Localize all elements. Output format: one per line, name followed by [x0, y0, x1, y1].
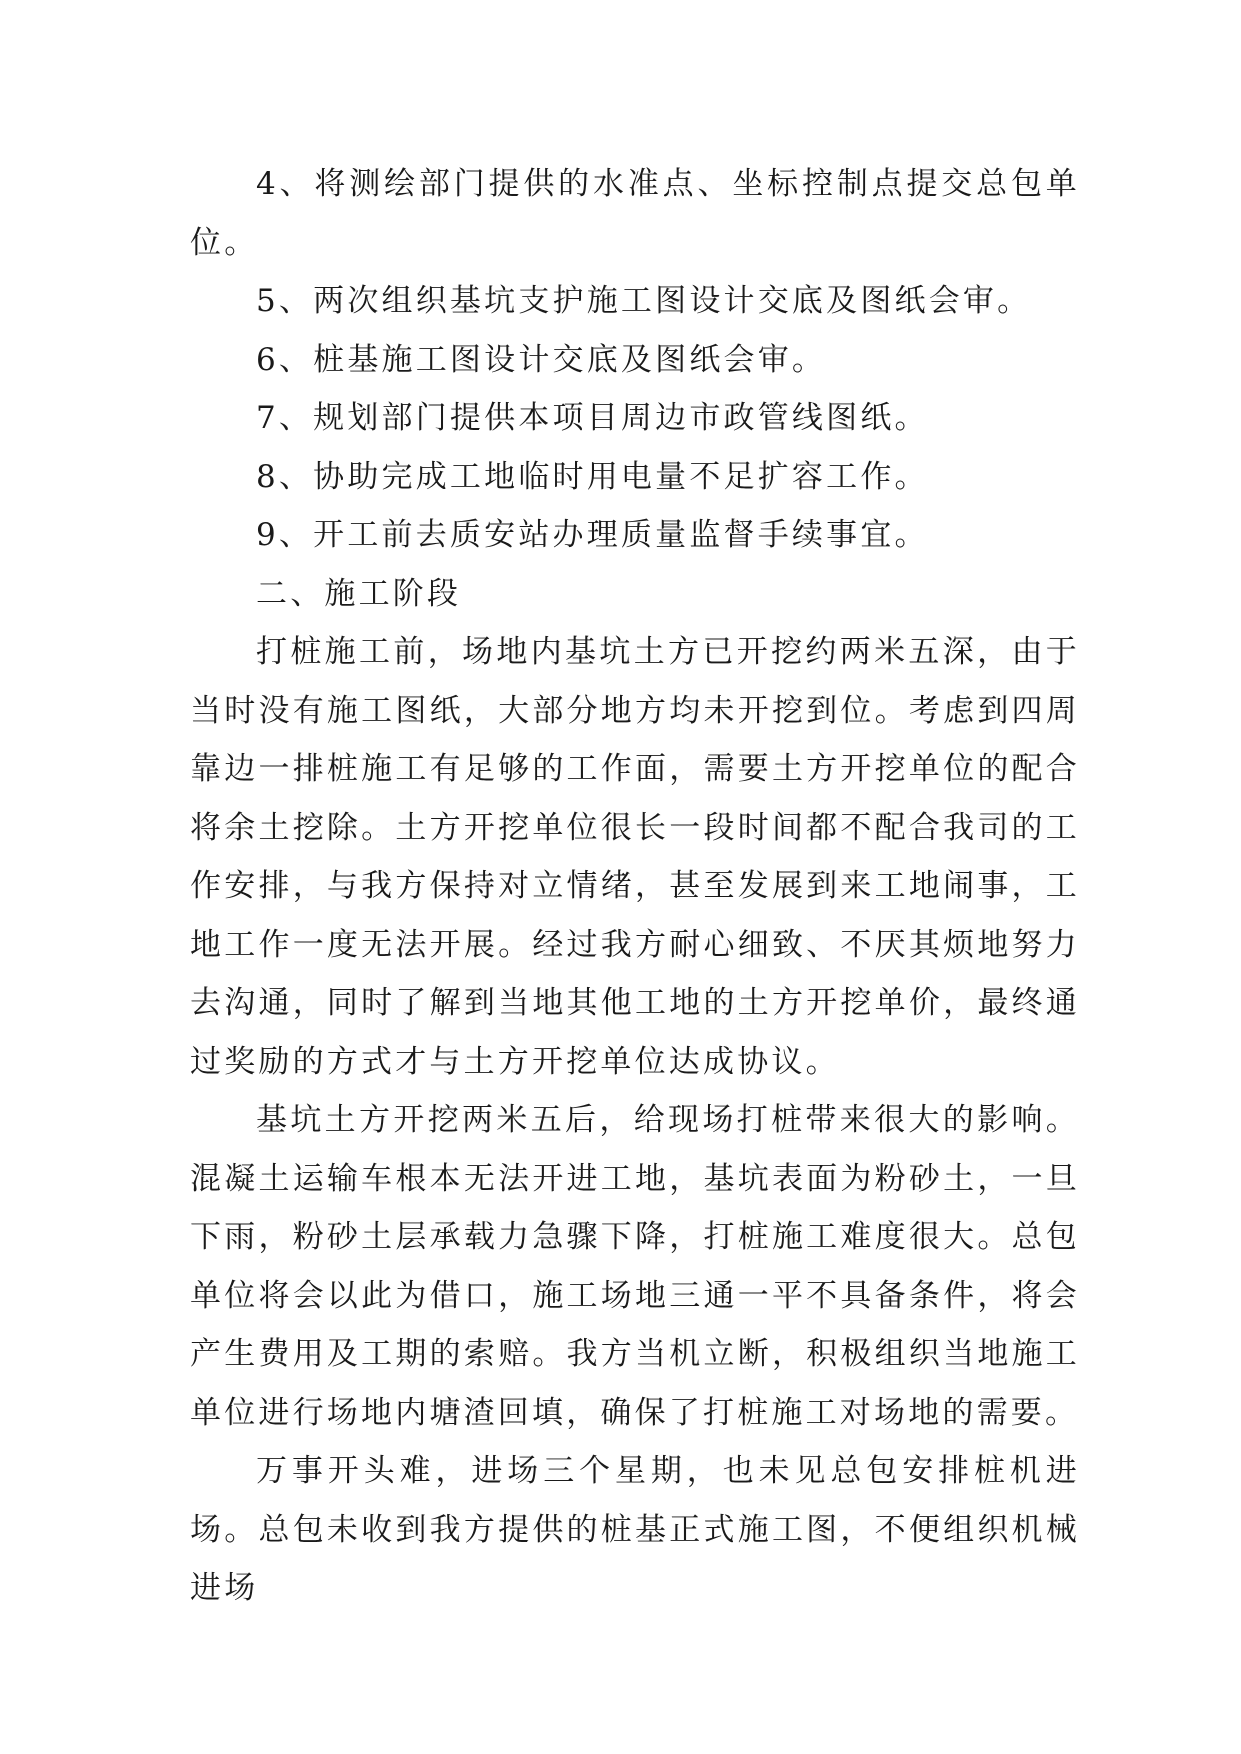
paragraph-item-8: 8、协助完成工地临时用电量不足扩容工作。 — [256, 458, 929, 495]
paragraph-item-5: 5、两次组织基坑支护施工图设计交底及图纸会审。 — [256, 283, 1032, 319]
section-heading-construction-stage: 二、施工阶段 — [256, 575, 462, 612]
paragraph-item-9: 9、开工前去质安站办理质量监督手续事宜。 — [256, 517, 929, 553]
paragraph-excavation-impact: 基坑土方开挖两米五后，给现场打桩带来很大的影响。混凝土运输车根本无法开进工地，基坑表面为粉砂土，一旦下雨，粉砂土层承载力急骤下降，打桩施工难度很大。总包单位将会以此为借口，施工场地三通一平不具备条件，将会产生费用及工期的索赔。我方当机立断，积极组织当地施工单位进行场地内塘渣回填，确保了打桩施工对场地的需要。 — [190, 1102, 1080, 1431]
paragraph-item-6: 6、桩基施工图设计交底及图纸会审。 — [256, 341, 827, 378]
paragraph-item-4: 4、将测绘部门提供的水准点、坐标控制点提交总包单位。 — [190, 166, 1080, 261]
paragraph-piling-preparation: 打桩施工前，场地内基坑土方已开挖约两米五深，由于当时没有施工图纸，大部分地方均未开挖到位。考虑到四周靠边一排桩施工有足够的工作面，需要土方开挖单位的配合将余土挖除。土方开挖单位很长一段时间都不配合我司的工作安排，与我方保持对立情绪，甚至发展到来工地闹事，工地工作一度无法开展。经过我方耐心细致、不厌其烦地努力去沟通，同时了解到当地其他工地的土方开挖单价，最终通过奖励的方式才与土方开挖单位达成协议。 — [190, 634, 1080, 1080]
paragraph-item-7: 7、规划部门提供本项目周边市政管线图纸。 — [256, 400, 929, 436]
paragraph-startup-difficulty: 万事开头难，进场三个星期，也未见总包安排桩机进场。总包未收到我方提供的桩基正式施工图，不便组织机械进场 — [190, 1453, 1080, 1606]
document-body — [190, 155, 1080, 1618]
